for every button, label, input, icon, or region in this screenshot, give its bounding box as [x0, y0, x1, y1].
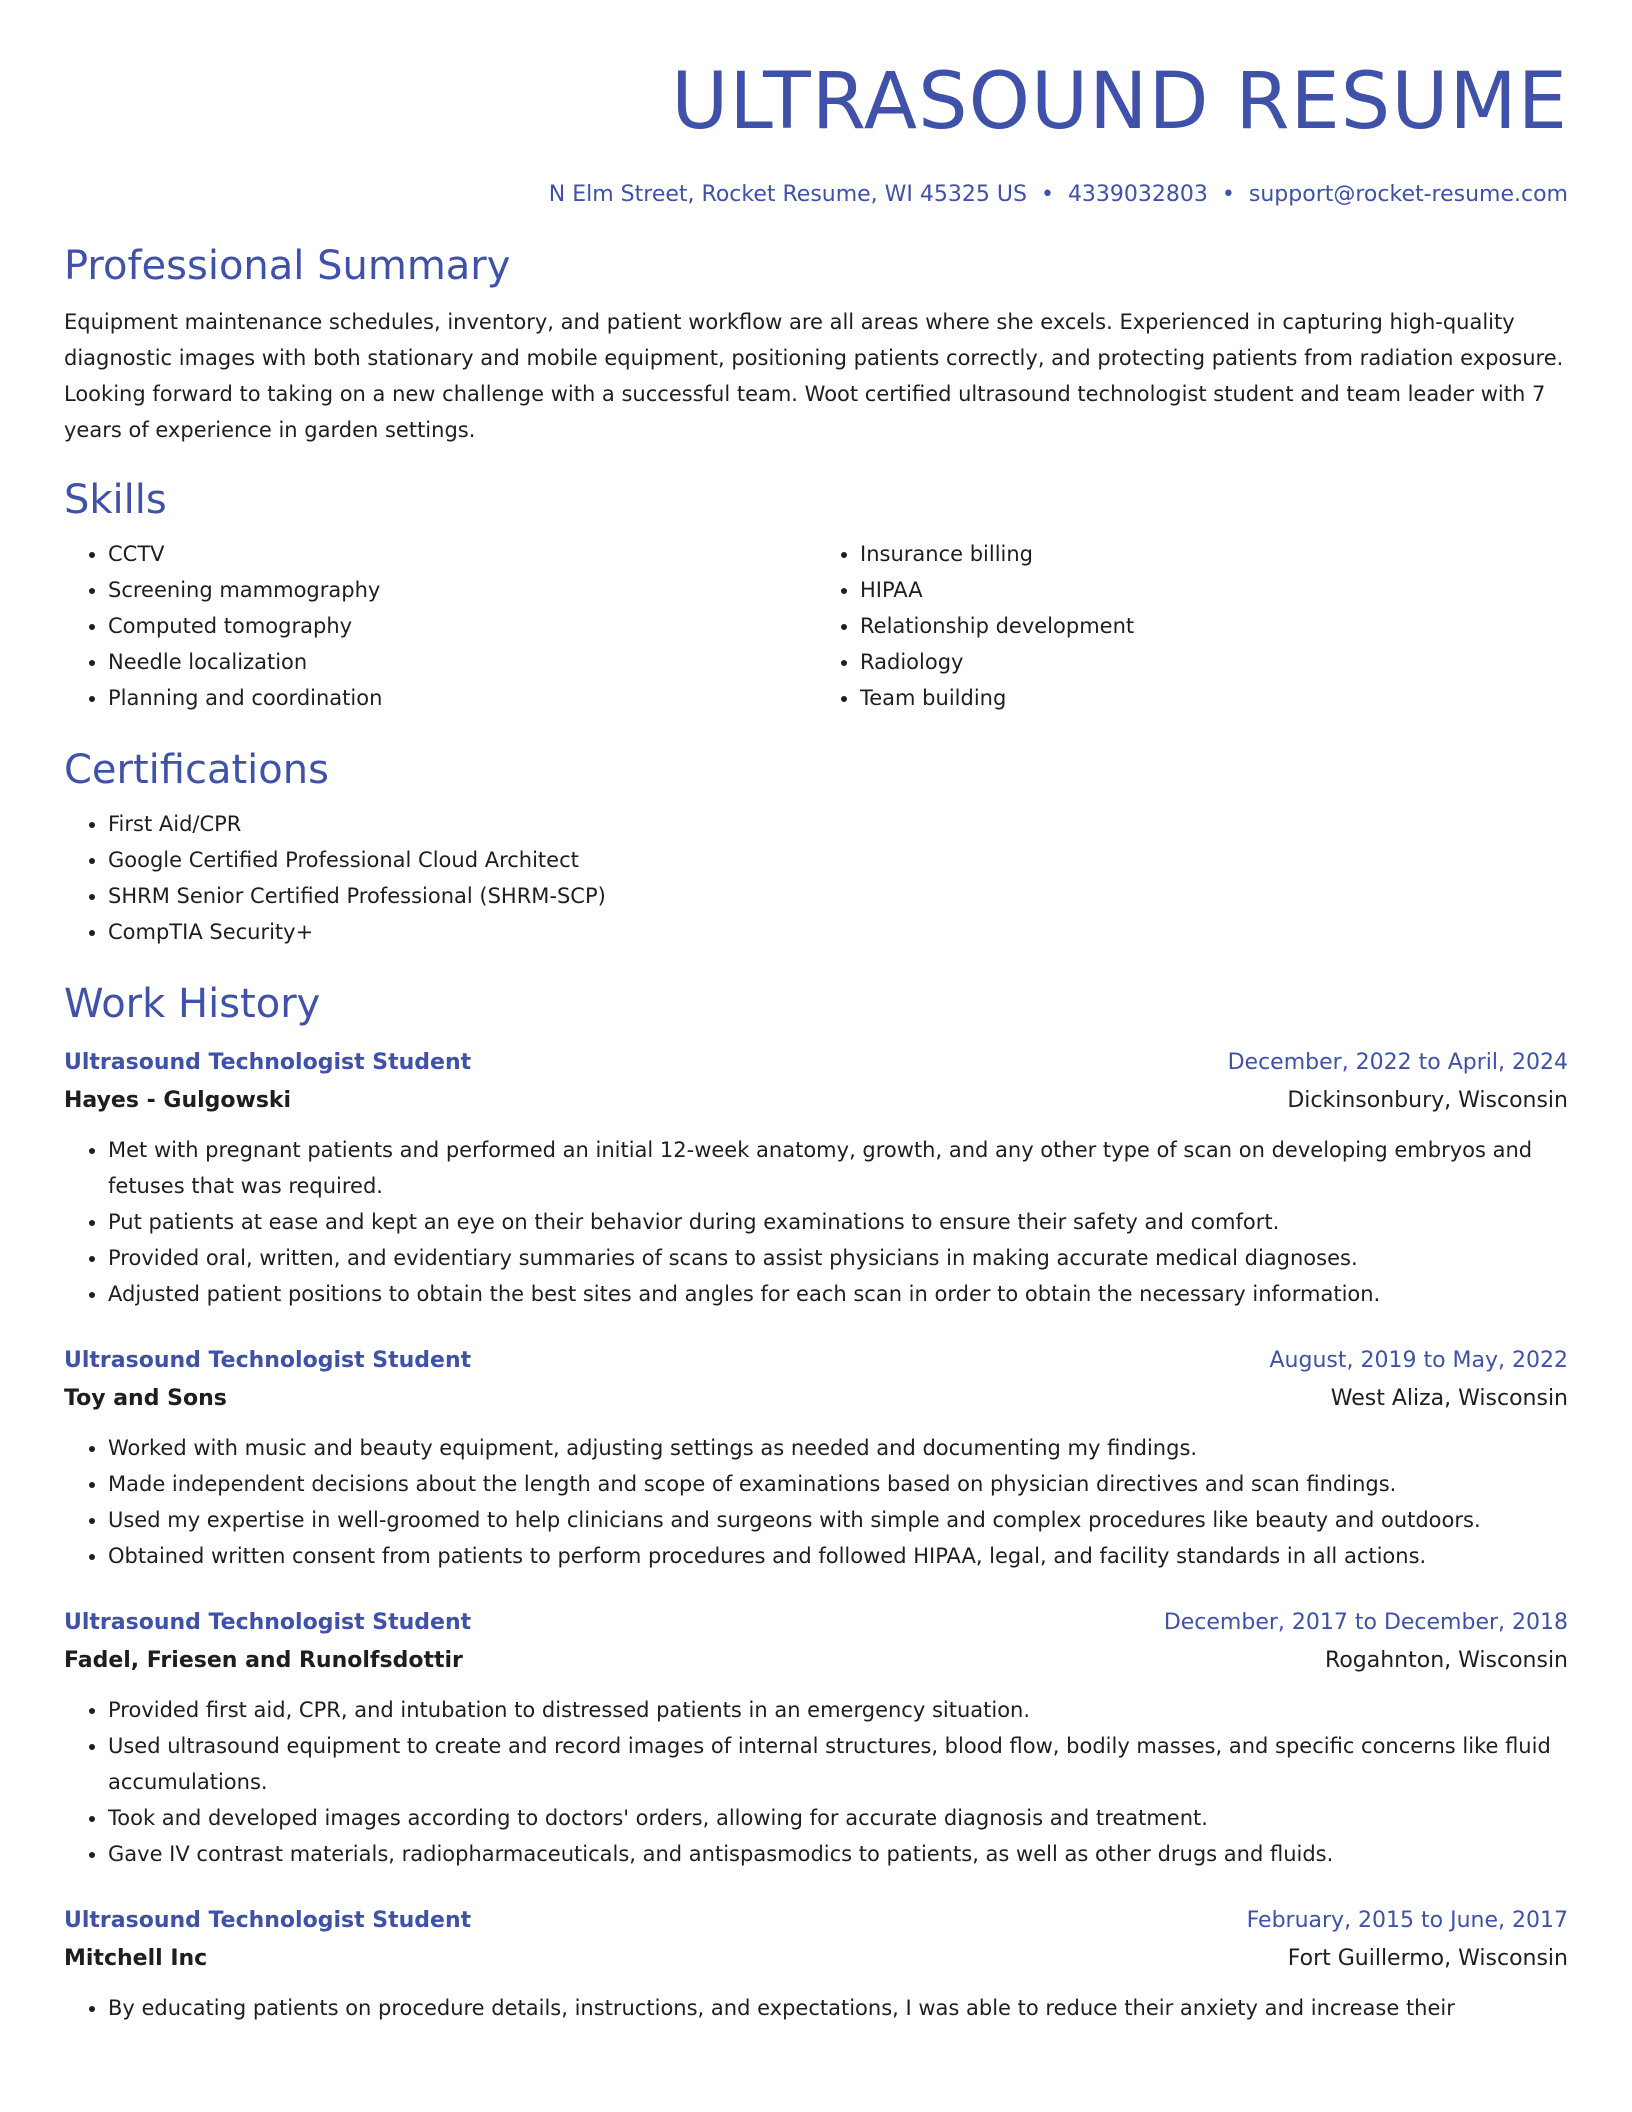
summary-text: Equipment maintenance schedules, inventory, and patient workflow are all areas where she excels. Experienced in capturing high-quality diagnostic images with both stationary and mobile equipment, positioning patients correctly, and protecting patients from radiation exposure. Looking forward to taking on a new challenge with a successful team. Woot certified ultrasound technologist student and team leader with 7 years of experience in garden settings. [64, 310, 1564, 442]
skill-item: • CCTV [108, 536, 816, 572]
job-bullet: • Adjusted patient positions to obtain the best sites and angles for each scan in order to obtain the necessary information. [108, 1276, 1568, 1312]
job-dates: February, 2015 to June, 2017 [1246, 1908, 1568, 1933]
job-title: Ultrasound Technologist Student [64, 1050, 472, 1075]
job-header-row [64, 1902, 1568, 1940]
job-company: Fadel, Friesen and Runolfsdottir [64, 1648, 463, 1673]
resume-page [64, 0, 1568, 2026]
job-company: Mitchell Inc [64, 1946, 208, 1971]
job-bullet: • Took and developed images according to doctors' orders, allowing for accurate diagnosis and treatment. [108, 1800, 1568, 1836]
job-company-row [64, 1380, 1568, 1418]
job-company-row [64, 1082, 1568, 1120]
skills-list [64, 536, 1568, 716]
job-entry [64, 1342, 1568, 1574]
contact-email: support@rocket-resume.com [1248, 182, 1568, 207]
certification-item: • SHRM Senior Certified Professional (SHRM-SCP) [108, 878, 1568, 914]
job-header-row [64, 1342, 1568, 1380]
contact-phone: 4339032803 [1067, 182, 1208, 207]
job-bullets [64, 1990, 1568, 2026]
job-location: Fort Guillermo, Wisconsin [1287, 1946, 1568, 1971]
job-bullet: • Obtained written consent from patients to perform procedures and followed HIPAA, legal, and facility standards in all actions. [108, 1538, 1568, 1574]
job-entry [64, 1044, 1568, 1312]
job-company: Hayes - Gulgowski [64, 1088, 292, 1113]
skill-item: • Radiology [860, 644, 1568, 680]
contact-line [64, 180, 1568, 210]
certifications-list [64, 806, 1568, 950]
skill-item: • Computed tomography [108, 608, 816, 644]
certification-item: • First Aid/CPR [108, 806, 1568, 842]
job-bullet: • Met with pregnant patients and performed an initial 12-week anatomy, growth, and any other type of scan on developing embryos and fetuses that was required. [108, 1132, 1568, 1204]
skill-item: • Planning and coordination [108, 680, 816, 716]
skill-item: • Relationship development [860, 608, 1568, 644]
job-location: West Aliza, Wisconsin [1330, 1386, 1568, 1411]
job-bullet: • Gave IV contrast materials, radiopharmaceuticals, and antispasmodics to patients, as well as other drugs and fluids. [108, 1836, 1568, 1872]
job-dates: December, 2017 to December, 2018 [1163, 1610, 1568, 1635]
job-bullet: • Made independent decisions about the length and scope of examinations based on physician directives and scan findings. [108, 1466, 1568, 1502]
job-title: Ultrasound Technologist Student [64, 1610, 472, 1635]
job-company-row [64, 1642, 1568, 1680]
skills-column-left [64, 536, 816, 716]
skill-item: • HIPAA [860, 572, 1568, 608]
job-entry [64, 1604, 1568, 1872]
skill-item: • Team building [860, 680, 1568, 716]
job-header-row [64, 1604, 1568, 1642]
job-company-row [64, 1940, 1568, 1978]
summary-heading: Professional Summary [64, 243, 511, 289]
skill-item: • Insurance billing [860, 536, 1568, 572]
certification-item: • CompTIA Security+ [108, 914, 1568, 950]
contact-address: N Elm Street, Rocket Resume, WI 45325 US [548, 182, 1027, 207]
job-bullet: • Put patients at ease and kept an eye on their behavior during examinations to ensure their safety and comfort. [108, 1204, 1568, 1240]
job-bullets [64, 1692, 1568, 1872]
certification-item: • Google Certified Professional Cloud Architect [108, 842, 1568, 878]
job-company: Toy and Sons [64, 1386, 227, 1411]
resume-title: ULTRASOUND RESUME [671, 57, 1568, 147]
job-bullets [64, 1430, 1568, 1574]
job-bullet: • Used my expertise in well-groomed to help clinicians and surgeons with simple and complex procedures like beauty and outdoors. [108, 1502, 1568, 1538]
job-title: Ultrasound Technologist Student [64, 1348, 472, 1373]
skill-item: • Needle localization [108, 644, 816, 680]
job-location: Dickinsonbury, Wisconsin [1287, 1088, 1568, 1113]
job-bullet: • Worked with music and beauty equipment, adjusting settings as needed and documenting my findings. [108, 1430, 1568, 1466]
skills-column-right [816, 536, 1568, 716]
contact-separator: • [1221, 182, 1235, 207]
job-bullet: • By educating patients on procedure details, instructions, and expectations, I was able to reduce their anxiety and increase their [108, 1990, 1568, 2026]
skills-heading: Skills [64, 477, 167, 523]
contact-separator: • [1040, 182, 1054, 207]
job-bullets [64, 1132, 1568, 1312]
job-header-row [64, 1044, 1568, 1082]
certifications-heading: Certifications [64, 747, 329, 793]
job-bullet: • Used ultrasound equipment to create and record images of internal structures, blood flow, bodily masses, and specific concerns like fluid accumulations. [108, 1728, 1568, 1800]
job-location: Rogahnton, Wisconsin [1325, 1648, 1568, 1673]
work-history-heading: Work History [64, 981, 321, 1027]
job-title: Ultrasound Technologist Student [64, 1908, 472, 1933]
job-bullet: • Provided oral, written, and evidentiary summaries of scans to assist physicians in making accurate medical diagnoses. [108, 1240, 1568, 1276]
job-bullet: • Provided first aid, CPR, and intubation to distressed patients in an emergency situation. [108, 1692, 1568, 1728]
skill-item: • Screening mammography [108, 572, 816, 608]
job-dates: December, 2022 to April, 2024 [1227, 1050, 1568, 1075]
job-entry [64, 1902, 1568, 2026]
job-dates: August, 2019 to May, 2022 [1269, 1348, 1568, 1373]
